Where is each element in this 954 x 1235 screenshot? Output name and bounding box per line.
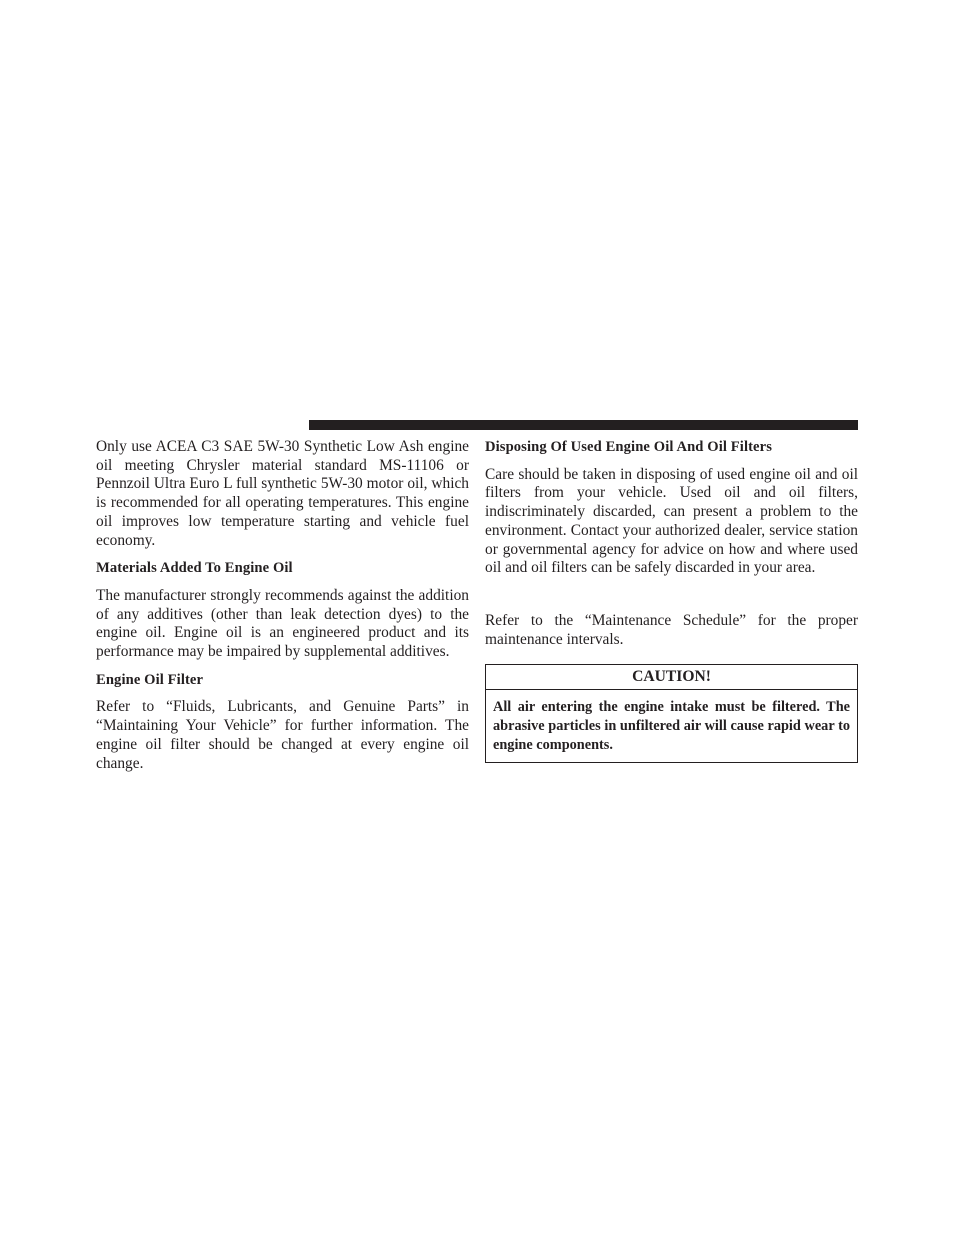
disposing-paragraph: Care should be taken in disposing of used engine oil and oil filters from your vehicle. Used oil and oil filters, indiscriminately discarded, can present a problem to the environment. Contact your authorized dealer, service station or governmental agency for advice on how and where used oil and oil filters can be safely discarded in your area. — [485, 465, 858, 577]
right-column — [485, 438, 858, 763]
materials-added-heading: Materials Added To Engine Oil — [96, 560, 293, 577]
engine-oil-filter-paragraph: Refer to “Fluids, Lubricants, and Genuine Parts” in “Maintaining Your Vehicle” for further information. The engine oil filter should be changed at every engine oil change. — [96, 698, 469, 772]
materials-added-paragraph: The manufacturer strongly recommends against the addition of any additives (other than leak detection dyes) to the engine oil. Engine oil is an engineered product and its performance may be impaired by supplemental additives. — [96, 586, 469, 661]
maintenance-schedule-paragraph: Refer to the “Maintenance Schedule” for the proper maintenance intervals. — [485, 611, 858, 648]
left-column — [96, 438, 469, 773]
section-header-bar — [309, 420, 858, 430]
engine-oil-filter-heading: Engine Oil Filter — [96, 671, 204, 688]
caution-box — [485, 664, 858, 763]
caution-title: CAUTION! — [486, 665, 857, 690]
caution-body: All air entering the engine intake must be filtered. The abrasive particles in unfiltered air will cause rapid wear to engine components. — [493, 699, 850, 753]
engine-oil-intro-paragraph: Only use ACEA C3 SAE 5W-30 Synthetic Low Ash engine oil meeting Chrysler material standard MS-11106 or Pennzoil Ultra Euro L full synthetic 5W-30 motor oil, which is recommended for all operating temperatures. This engine oil improves low temperature starting and vehicle fuel economy. — [96, 438, 469, 549]
disposing-heading: Disposing Of Used Engine Oil And Oil Filters — [485, 439, 772, 455]
